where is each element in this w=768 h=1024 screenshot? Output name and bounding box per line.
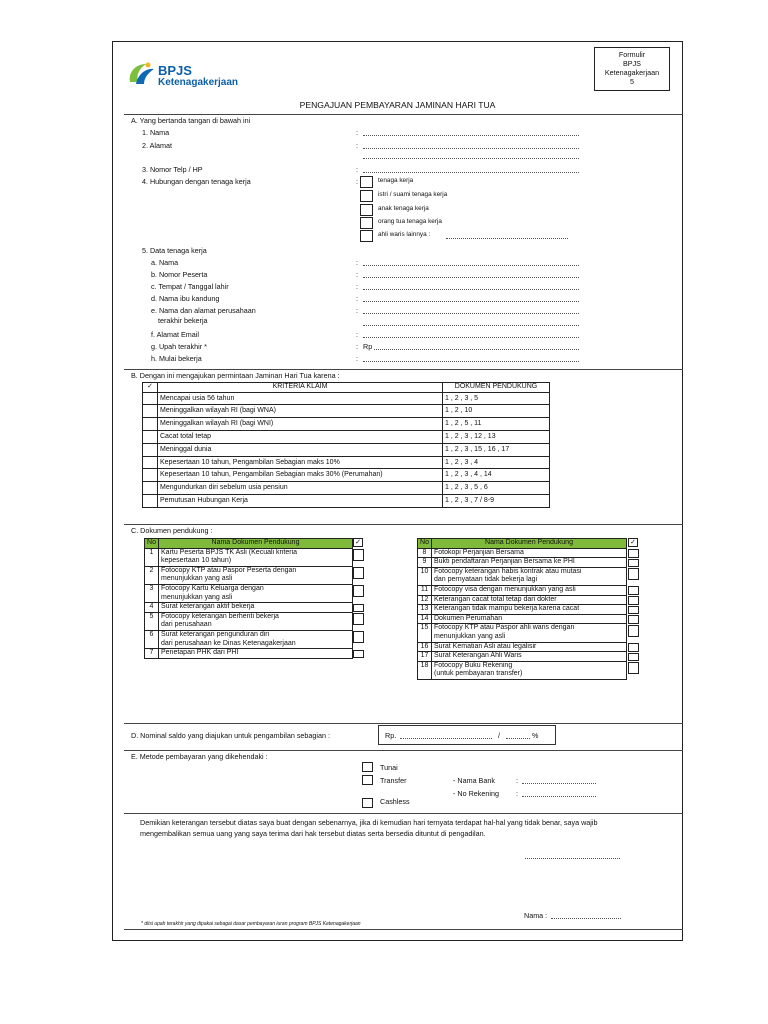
field-sep: : <box>356 128 358 137</box>
worker-data-heading: 5. Data tenaga kerja <box>142 246 207 255</box>
bottom-line <box>124 929 683 930</box>
document-checkbox[interactable] <box>628 549 639 558</box>
document-name <box>432 605 627 615</box>
document-checkbox[interactable] <box>628 586 639 595</box>
criteria-documents: 1 , 2 , 10 <box>443 405 550 418</box>
document-no: 15 <box>418 624 432 642</box>
worker-field-input[interactable] <box>363 265 579 266</box>
document-no: 8 <box>418 548 432 558</box>
account-number-sep: : <box>516 789 518 798</box>
nominal-box <box>378 725 556 745</box>
document-name-line: Kartu Peserta BPJS TK Asli (Kecuali kriteria <box>161 548 298 556</box>
form-code-line: BPJS <box>623 59 641 68</box>
relation-label: istri / suami tenaga kerja <box>378 191 448 198</box>
worker-field-input[interactable] <box>363 301 579 302</box>
criteria-label: Kepesertaan 10 tahun, Pengambilan Sebagian maks 10% <box>158 456 443 469</box>
payment-tunai-checkbox[interactable] <box>362 762 373 772</box>
document-name <box>432 567 627 585</box>
criteria-checkbox[interactable] <box>143 443 158 456</box>
document-no: 10 <box>418 567 432 585</box>
document-name-line: Fotocopy keterangan habis kontrak atau mutasi <box>434 567 582 575</box>
document-row <box>145 584 353 602</box>
criteria-row <box>143 469 550 482</box>
criteria-row <box>143 443 550 456</box>
name-col-header: Nama Dokumen Pendukung <box>159 539 353 549</box>
worker-field-label: f. Alamat Email <box>151 330 199 339</box>
criteria-row <box>143 482 550 495</box>
document-name-line: Keterangan cacat total tetap dari dokter <box>434 595 557 603</box>
form-title: PENGAJUAN PEMBAYARAN JAMINAN HARI TUA <box>299 100 496 110</box>
criteria-documents: 1 , 2 , 5 , 11 <box>443 418 550 431</box>
relation-checkbox[interactable] <box>360 217 373 229</box>
worker-field-label: a. Nama <box>151 258 179 267</box>
documents-header-row <box>145 539 353 549</box>
address-line-2[interactable] <box>363 158 579 159</box>
worker-field-label: b. Nomor Peserta <box>151 270 208 279</box>
no-col-header: No <box>145 539 159 549</box>
relation-label: ahli waris lainnya : <box>378 231 431 238</box>
document-name-line: Surat keterangan pengunduran diri <box>161 630 270 638</box>
document-row <box>418 585 627 595</box>
relation-label: anak tenaga kerja <box>378 205 429 212</box>
wage-prefix: Rp <box>363 342 373 351</box>
document-checkbox[interactable] <box>628 606 639 615</box>
criteria-row <box>143 430 550 443</box>
document-name-line: Surat Keterangan Ahli Waris <box>434 652 522 660</box>
worker-field-label: d. Nama ibu kandung <box>151 294 220 303</box>
field-input[interactable] <box>363 135 579 136</box>
document-name-line: Penetapan PHK dari PHI <box>161 649 239 657</box>
document-name-line: Fotocopy KTP atau Paspor Peserta dengan <box>161 566 297 574</box>
document-checkbox[interactable] <box>353 613 364 625</box>
document-name <box>432 614 627 624</box>
criteria-checkbox[interactable] <box>143 469 158 482</box>
divider <box>124 813 683 814</box>
criteria-row <box>143 418 550 431</box>
document-name-line: Fotocopy visa dengan menunjukkan yang asli <box>434 585 576 593</box>
document-name <box>159 630 353 648</box>
document-name-line: Fotocopy Buku Rekening <box>434 661 513 669</box>
document-no: 4 <box>145 603 159 613</box>
payment-transfer-label: Transfer <box>380 776 407 785</box>
document-checkbox[interactable] <box>628 662 639 674</box>
document-name-line: Surat keterangan aktif bekerja <box>161 603 255 611</box>
document-name <box>159 603 353 613</box>
no-col-header: No <box>418 539 432 549</box>
document-no: 1 <box>145 548 159 566</box>
document-row <box>418 652 627 662</box>
document-no: 9 <box>418 558 432 568</box>
document-col-header: DOKUMEN PENDUKUNG <box>443 383 550 393</box>
worker-field-sep: : <box>356 306 358 315</box>
field-label: 4. Hubungan dengan tenaga kerja <box>142 177 251 186</box>
criteria-row <box>143 494 550 507</box>
section-a-heading: A. Yang bertanda tangan di bawah ini <box>131 116 251 125</box>
worker-field-sep: : <box>356 354 358 363</box>
document-name <box>159 566 353 584</box>
document-name-line: Dokumen Perumahan <box>434 614 503 622</box>
criteria-checkbox[interactable] <box>143 405 158 418</box>
statement-line-2: mengembalikan semua uang yang saya terima dari hak tersebut diatas serta bersedia dituntut di pengadilan. <box>140 829 486 838</box>
criteria-documents: 1 , 2 , 3 , 4 , 14 <box>443 469 550 482</box>
document-checkbox[interactable] <box>353 585 364 597</box>
bank-name-input[interactable] <box>522 783 596 784</box>
divider <box>124 750 683 751</box>
documents-header-row <box>418 539 627 549</box>
criteria-header-row <box>143 383 550 393</box>
worker-field-label: e. Nama dan alamat perusahaan <box>151 306 256 315</box>
document-checkbox[interactable] <box>628 568 639 580</box>
criteria-label: Meninggalkan wilayah RI (bagi WNI) <box>158 418 443 431</box>
criteria-label: Mengundurkan diri sebelum usia pensiun <box>158 482 443 495</box>
document-name <box>159 584 353 602</box>
document-no: 17 <box>418 652 432 662</box>
criteria-label: Meninggalkan wilayah RI (bagi WNA) <box>158 405 443 418</box>
logo-text-ketenagakerjaan: Ketenagakerjaan <box>158 77 239 88</box>
document-name-line: menunjukkan yang asli <box>161 593 233 601</box>
document-row <box>145 649 353 659</box>
document-row <box>418 642 627 652</box>
worker-field-input[interactable] <box>363 361 579 362</box>
criteria-documents: 1 , 2 , 3 , 15 , 16 , 17 <box>443 443 550 456</box>
criteria-label: Cacat total tetap <box>158 430 443 443</box>
document-checkbox[interactable] <box>628 615 639 624</box>
document-row <box>145 603 353 613</box>
account-number-input[interactable] <box>522 796 596 797</box>
criteria-label: Meninggal dunia <box>158 443 443 456</box>
document-name <box>432 661 627 679</box>
document-checkbox[interactable] <box>628 596 639 605</box>
document-name-line: menunjukkan yang asli <box>161 575 233 583</box>
document-row <box>418 558 627 568</box>
doc-check-header-left: ✓ <box>353 538 363 547</box>
bpjs-logo-icon <box>126 60 156 88</box>
document-name-line: Keterangan tidak mampu bekerja karena cacat <box>434 605 580 613</box>
payment-tunai-label: Tunai <box>380 763 398 772</box>
doc-check-header-right: ✓ <box>628 538 638 547</box>
account-number-label: - No Rekening <box>453 789 499 798</box>
relation-checkbox[interactable] <box>360 190 373 202</box>
criteria-checkbox[interactable] <box>143 392 158 405</box>
worker-field-sep: : <box>356 342 358 351</box>
criteria-label: Kepesertaan 10 tahun, Pengambilan Sebagian maks 30% (Perumahan) <box>158 469 443 482</box>
section-d-label: D. Nominal saldo yang diajukan untuk pengambilan sebagian : <box>131 731 330 740</box>
relation-checkbox[interactable] <box>360 176 373 188</box>
document-name-line: Fotokopi Perjanjian Bersama <box>434 548 524 556</box>
worker-field-input[interactable] <box>363 337 579 338</box>
statement-line-1: Demikian keterangan tersebut diatas saya buat dengan sebenarnya, jika di kemudian hari ternyata terdapat hal-hal yang tidak benar, saya wajib <box>140 818 598 827</box>
bpjs-logo <box>126 60 256 92</box>
logo-text-bpjs: BPJS <box>158 63 192 78</box>
document-no: 18 <box>418 661 432 679</box>
worker-field-label: c. Tempat / Tanggal lahir <box>151 282 229 291</box>
criteria-documents: 1 , 2 , 3 , 5 , 6 <box>443 482 550 495</box>
section-b-heading: B. Dengan ini mengajukan permintaan Jaminan Hari Tua karena : <box>131 371 340 380</box>
document-row <box>418 614 627 624</box>
document-row <box>418 624 627 642</box>
criteria-check-header: ✓ <box>143 383 158 393</box>
document-no: 7 <box>145 649 159 659</box>
document-name-line: Fotocopy keterangan berhenti bekerja <box>161 612 279 620</box>
document-checkbox[interactable] <box>353 549 364 561</box>
criteria-col-header: KRITERIA KLAIM <box>158 383 443 393</box>
divider <box>124 114 683 115</box>
document-no: 11 <box>418 585 432 595</box>
document-row <box>145 566 353 584</box>
document-row <box>145 630 353 648</box>
relation-checkbox[interactable] <box>360 204 373 216</box>
nominal-input[interactable] <box>400 738 492 739</box>
document-row <box>418 661 627 679</box>
document-no: 14 <box>418 614 432 624</box>
document-no: 12 <box>418 595 432 605</box>
footnote: * diisi upah terakhir yang dipakai sebagai dasar pembayaran iuran program BPJS Ketenagakerjaan <box>141 921 361 927</box>
document-row <box>418 605 627 615</box>
worker-field-input[interactable] <box>374 349 579 350</box>
document-name <box>432 595 627 605</box>
field-label: 3. Nomor Telp / HP <box>142 165 203 174</box>
nominal-separator: / <box>498 731 500 740</box>
form-code-box <box>594 47 670 91</box>
divider <box>124 524 683 525</box>
field-input[interactable] <box>363 148 579 149</box>
worker-field-label: g. Upah terakhir * <box>151 342 207 351</box>
form-code-line: Formulir <box>618 50 646 59</box>
name-label: Nama : <box>524 911 548 920</box>
worker-field-input[interactable] <box>363 289 579 290</box>
document-checkbox[interactable] <box>628 643 639 652</box>
field-label: 2. Alamat <box>142 141 172 150</box>
other-heir-input[interactable] <box>446 238 568 239</box>
criteria-row <box>143 456 550 469</box>
worker-field-input[interactable] <box>363 277 579 278</box>
criteria-label: Pemutusan Hubungan Kerja <box>158 494 443 507</box>
criteria-checkbox[interactable] <box>143 494 158 507</box>
bank-name-label: - Nama Bank <box>453 776 495 785</box>
criteria-row <box>143 392 550 405</box>
company-line-2[interactable] <box>363 325 579 326</box>
document-checkbox[interactable] <box>353 650 364 659</box>
divider <box>124 369 683 370</box>
document-name-line: dari perusahaan ke Dinas Ketenagakerjaan <box>161 639 296 647</box>
criteria-checkbox[interactable] <box>143 482 158 495</box>
criteria-row <box>143 405 550 418</box>
document-name-line: Surat Kematian Asli atau legalisir <box>434 642 537 650</box>
document-name <box>432 624 627 642</box>
worker-field-sep: : <box>356 258 358 267</box>
document-checkbox[interactable] <box>353 567 364 579</box>
criteria-documents: 1 , 2 , 3 , 4 <box>443 456 550 469</box>
criteria-checkbox[interactable] <box>143 456 158 469</box>
divider <box>124 723 683 724</box>
criteria-documents: 1 , 2 , 3 , 7 / 8-9 <box>443 494 550 507</box>
field-label: 1. Nama <box>142 128 170 137</box>
field-sep: : <box>356 177 358 186</box>
document-name <box>159 649 353 659</box>
document-row <box>145 612 353 630</box>
section-c-heading: C. Dokumen pendukung : <box>131 526 213 535</box>
document-no: 16 <box>418 642 432 652</box>
document-name <box>432 585 627 595</box>
name-input[interactable] <box>551 918 621 919</box>
document-checkbox[interactable] <box>353 604 364 613</box>
document-name-line: Fotocopy Kartu Keluarga dengan <box>161 584 264 592</box>
document-name <box>159 612 353 630</box>
document-no: 3 <box>145 584 159 602</box>
document-name <box>432 548 627 558</box>
document-checkbox[interactable] <box>353 631 364 643</box>
document-name-line: menunjukkan yang asli <box>434 632 506 640</box>
relation-checkbox[interactable] <box>360 230 373 242</box>
document-checkbox[interactable] <box>628 625 639 637</box>
criteria-label: Mencapai usia 56 tahun <box>158 392 443 405</box>
document-row <box>418 548 627 558</box>
worker-field-sep: : <box>356 294 358 303</box>
payment-cashless-label: Cashless <box>380 797 410 806</box>
payment-cashless-checkbox[interactable] <box>362 798 373 808</box>
field-input[interactable] <box>363 172 579 173</box>
criteria-documents: 1 , 2 , 3 , 12 , 13 <box>443 430 550 443</box>
form-code-line: 5 <box>630 77 634 86</box>
documents-table-left <box>144 538 353 659</box>
document-name-line: dan pernyataan tidak bekerja lagi <box>434 576 538 584</box>
field-sep: : <box>356 165 358 174</box>
document-row <box>418 567 627 585</box>
criteria-checkbox[interactable] <box>143 430 158 443</box>
percent-input[interactable] <box>506 738 530 739</box>
criteria-documents: 1 , 2 , 3 , 5 <box>443 392 550 405</box>
worker-field-label: h. Mulai bekerja <box>151 354 202 363</box>
percent-sign: % <box>532 731 539 740</box>
criteria-table <box>142 382 550 508</box>
worker-field-input[interactable] <box>363 313 579 314</box>
worker-field-label-cont: terakhir bekerja <box>158 316 208 325</box>
document-name-line: (untuk pembayaran transfer) <box>434 670 523 678</box>
worker-field-sep: : <box>356 270 358 279</box>
document-name-line: kepesertaan 10 tahun) <box>161 557 232 565</box>
document-no: 2 <box>145 566 159 584</box>
document-checkbox[interactable] <box>628 559 639 568</box>
relation-label: orang tua tenaga kerja <box>378 218 442 225</box>
document-name <box>432 642 627 652</box>
document-row <box>145 548 353 566</box>
document-name-line: Bukti pendaftaran Perjanjian Bersama ke PHI <box>434 558 575 566</box>
documents-table-right <box>417 538 627 680</box>
name-col-header: Nama Dokumen Pendukung <box>432 539 627 549</box>
section-e-label: E. Metode pembayaran yang dikehendaki : <box>131 752 268 761</box>
worker-field-sep: : <box>356 330 358 339</box>
criteria-checkbox[interactable] <box>143 418 158 431</box>
document-no: 13 <box>418 605 432 615</box>
payment-transfer-checkbox[interactable] <box>362 775 373 785</box>
form-code-line: Ketenagakerjaan <box>604 68 660 77</box>
bank-name-sep: : <box>516 776 518 785</box>
document-no: 5 <box>145 612 159 630</box>
nominal-prefix: Rp. <box>385 731 397 740</box>
document-name <box>432 558 627 568</box>
signature-line[interactable] <box>525 858 620 859</box>
document-row <box>418 595 627 605</box>
worker-field-sep: : <box>356 282 358 291</box>
document-name-line: Fotocopy KTP atau Paspor ahli waris dengan <box>434 624 575 632</box>
document-name <box>432 652 627 662</box>
document-checkbox[interactable] <box>628 653 639 662</box>
field-sep: : <box>356 141 358 150</box>
document-name-line: dari perusahaan <box>161 621 212 629</box>
relation-label: tenaga kerja <box>378 177 414 184</box>
document-no: 6 <box>145 630 159 648</box>
document-name <box>159 548 353 566</box>
